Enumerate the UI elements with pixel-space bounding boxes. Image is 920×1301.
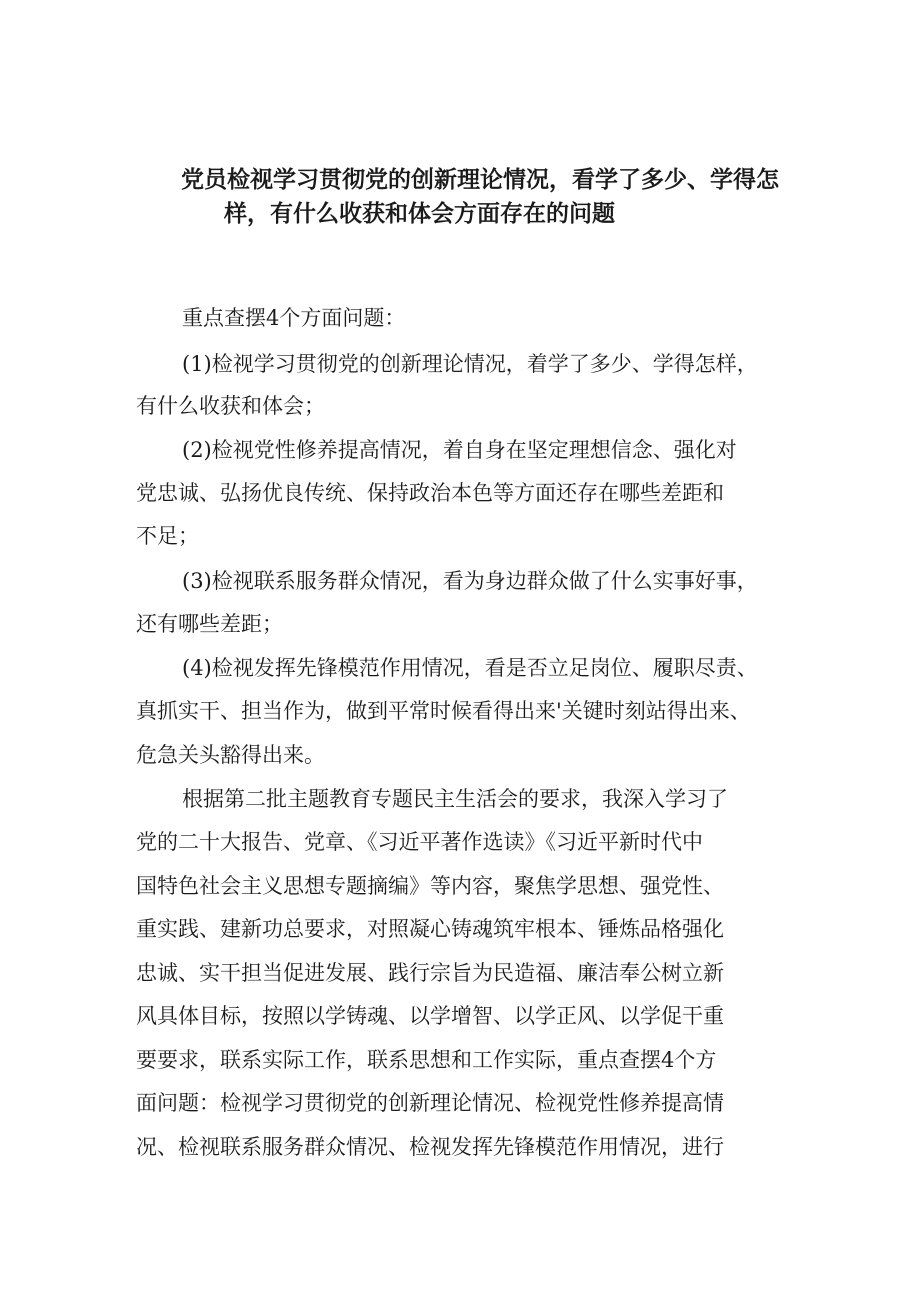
paragraph-line: (3)检视联系服务群众情况，看为身边群众做了什么实事好事，: [182, 569, 758, 593]
paragraph-line: 面问题：检视学习贯彻党的创新理论情况、检视党性修养提高情: [136, 1091, 724, 1115]
paragraph-line: 国特色社会主义思想专题摘编》等内容，聚焦学思想、强党性、: [136, 874, 724, 898]
paragraph-line: 重实践、建新功总要求，对照凝心铸魂筑牢根本、锤炼品格强化: [136, 917, 724, 941]
paragraph-line: 忠诚、实干担当促进发展、践行宗旨为民造福、廉洁奉公树立新: [136, 961, 724, 985]
paragraph-line: 党忠诚、弘扬优良传统、保持政治本色等方面还存在哪些差距和: [136, 481, 724, 505]
document-title-line-2: 样，有什么收获和体会方面存在的问题: [224, 201, 615, 227]
paragraph-line: 要要求，联系实际工作，联系思想和工作实际，重点查摆4个方: [136, 1048, 717, 1072]
paragraph-line: 还有哪些差距；: [136, 612, 283, 636]
paragraph-line: 根据第二批主题教育专题民主生活会的要求，我深入学习了: [182, 787, 728, 811]
paragraph-line: 党的二十大报告、党章、《习近平著作选读》《习近平新时代中: [136, 830, 703, 854]
paragraph-line: 不足；: [136, 524, 199, 548]
paragraph-line: (4)检视发挥先锋模范作用情况，看是否立足岗位、履职尽责、: [182, 656, 758, 680]
paragraph-line: 况、检视联系服务群众情况、检视发挥先锋模范作用情况，进行: [136, 1135, 724, 1159]
paragraph-line: 风具体目标，按照以学铸魂、以学增智、以学正风、以学促干重: [136, 1004, 724, 1028]
paragraph-line: 有什么收获和体会；: [136, 394, 325, 418]
paragraph-line: 危急关头豁得出来。: [136, 743, 325, 767]
paragraph-line: 重点查摆4个方面问题：: [182, 306, 406, 330]
document-title-line-1: 党员检视学习贯彻党的创新理论情况，看学了多少、学得怎: [181, 167, 779, 193]
paragraph-line: (2)检视党性修养提高情况，着自身在坚定理想信念、强化对: [182, 438, 737, 462]
paragraph-line: (1)检视学习贯彻党的创新理论情况，着学了多少、学得怎样，: [182, 352, 758, 376]
paragraph-line: 真抓实干、担当作为，做到平常时候看得出来'关键时刻站得出来、: [136, 699, 751, 723]
